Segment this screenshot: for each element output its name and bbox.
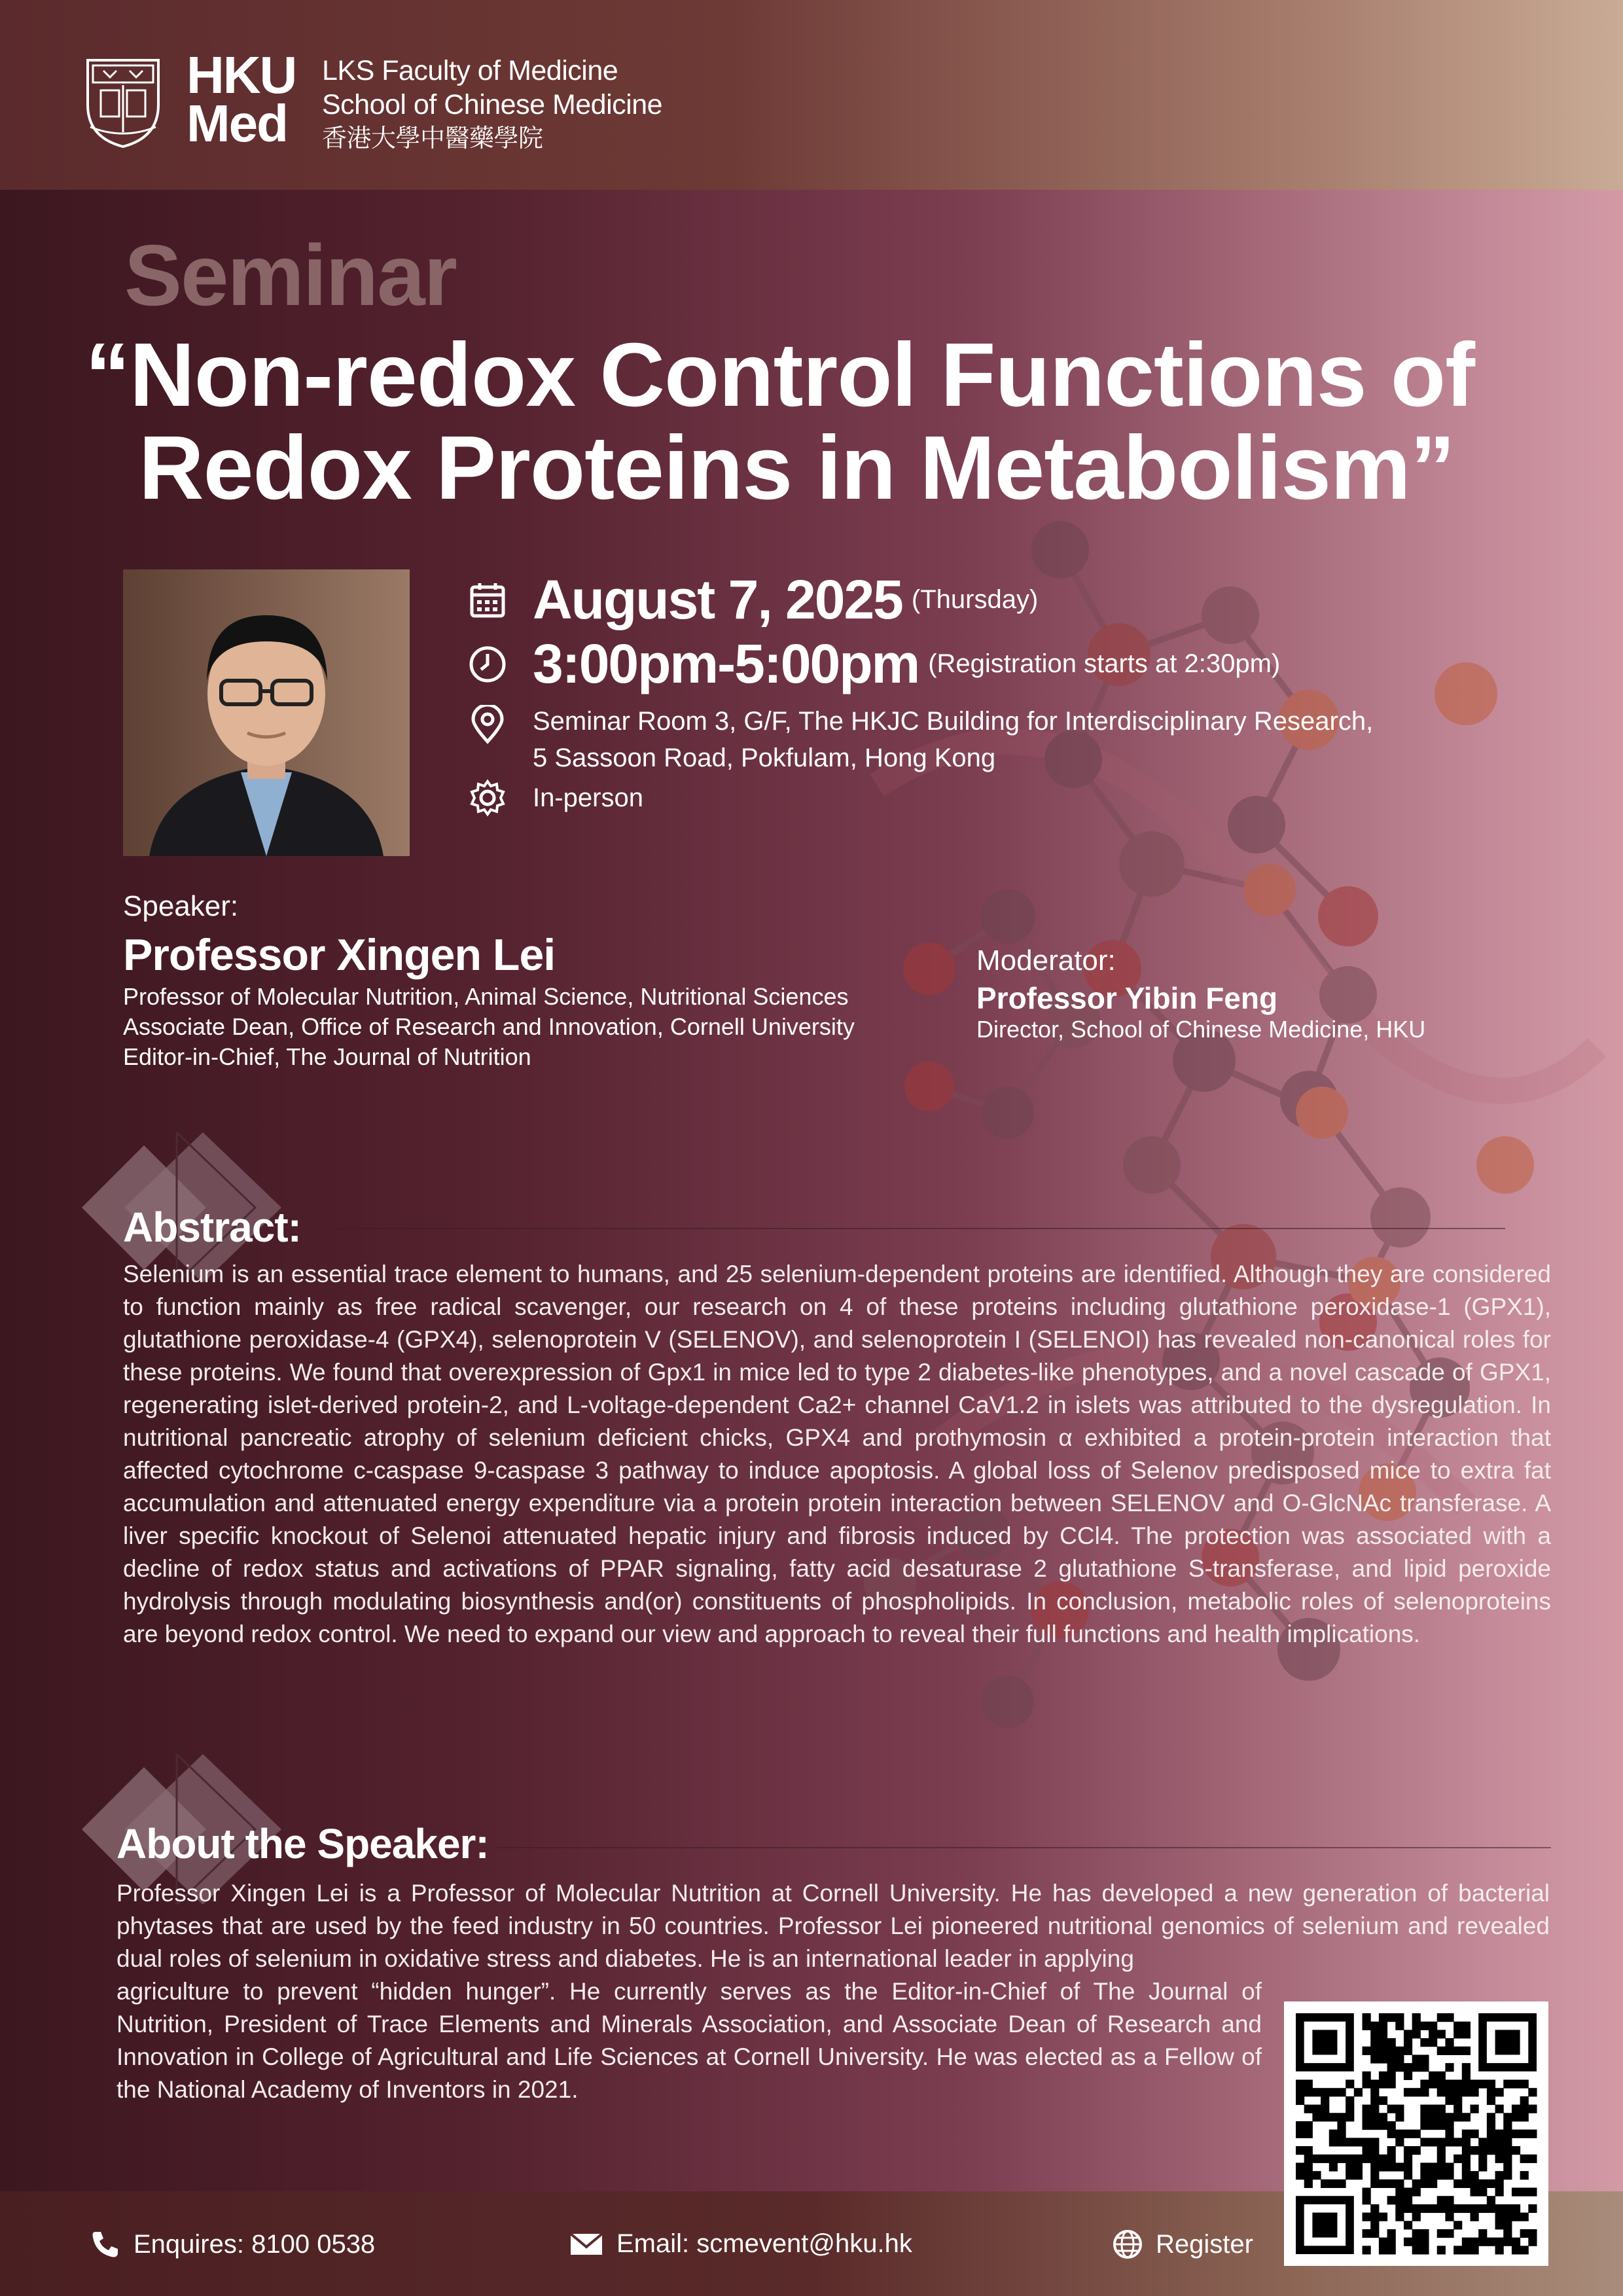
enquiries-text: Enquires: 8100 0538 (134, 2229, 376, 2259)
event-date: August 7, 2025 (533, 569, 902, 630)
location-pin-icon (468, 705, 507, 744)
phone-icon (90, 2229, 120, 2259)
register-text[interactable]: Register (1156, 2229, 1253, 2259)
speaker-photo (123, 569, 410, 856)
speaker-title-2: Associate Dean, Office of Research and Innovation, Cornell University (123, 1013, 855, 1040)
globe-icon (1113, 2229, 1143, 2259)
registration-note: (Registration starts at 2:30pm) (928, 649, 1281, 678)
speaker-label: Speaker: (123, 890, 239, 922)
title-line-1: “Non-redox Control Functions of (85, 325, 1475, 425)
abstract-divider (334, 1228, 1505, 1229)
speaker-title-1: Professor of Molecular Nutrition, Animal Science, Nutritional Sciences (123, 983, 849, 1010)
header-band (0, 0, 1623, 190)
title-line-2: Redox Proteins in Metabolism” (139, 418, 1455, 518)
about-text-full: Professor Xingen Lei is a Professor of Molecular Nutrition at Cornell University. He has developed a new generation of bacterial phytases that are used by the feed industry in 50 countries. Professor Lei pioneered nutritional genomics of selenium and revealed dual roles of selenium in oxidative stress and diabetes. He is an international leader in applying (116, 1880, 1550, 1972)
calendar-icon (468, 581, 507, 620)
about-text-narrow: agriculture to prevent “hidden hunger”. He currently serves as the Editor-in-Chief of The Journal of Nutrition, President of Trace Elements and Minerals Association, and Associate Dean of Research and Innovation in College of Agricultural and Life Sciences at Cornell University. He was elected as a Fellow of the National Academy of Inventors in 2021. (116, 1978, 1262, 2103)
speaker-title-3: Editor-in-Chief, The Journal of Nutrition (123, 1043, 531, 1070)
email-item[interactable] (569, 2229, 912, 2259)
speaker-titles (123, 982, 855, 1072)
event-mode-row (466, 776, 643, 819)
moderator-label: Moderator: (976, 944, 1116, 977)
abstract-text: Selenium is an essential trace element to humans, and 25 selenium-dependent proteins are identified. Although they are considered to function mainly as free radical scavenger, our research on 4 of these proteins including glutathione peroxidase-1 (GPX1), glutathione peroxidase-4 (GPX4), selenoprotein V (SELENOV), and selenoprotein I (SELENOI) has revealed non-canonical roles for these proteins. We found that overexpression of Gpx1 in mice led to type 2 diabetes-like phenotypes, and a novel cascade of GPX1, regenerating islet-derived protein-2, and L-voltage-dependent Ca2+ channel CaV1.2 in islets was attributed to the dysregulation. In nutritional pancreatic atrophy of selenium deficient chicks, GPX4 and prothymosin α exhibited a protein-protein interaction that affected cytochrome c-caspase 9-caspase 3 pathway to induce apoptosis. A global loss of Selenov predisposed mice to extra fat accumulation and attenuated energy expenditure via a protein protein interaction between SELENOV and O-GlcNAc transferase. A liver specific knockout of Selenoi attenuated hepatic injury and fibrosis induced by CCl4. The protection was associated with a decline of redox status and activations of PPAR signaling, fatty acid desaturase 2 glutathione S-transferase, and lipid peroxide hydrolysis through modulating biosynthesis and(or) constituents of phospholipids. In conclusion, metabolic roles of selenoproteins are beyond redox control. We need to expand our view and approach to reveal their full functions and health implications. (123, 1261, 1551, 1647)
event-day: (Thursday) (911, 585, 1039, 614)
hku-med-logo: HKU Med (187, 46, 296, 152)
event-date-row (466, 568, 1038, 632)
event-time-row (466, 632, 1280, 696)
university-crest-icon (84, 54, 162, 149)
location-line-2: 5 Sassoon Road, Pokfulam, Hong Kong (533, 744, 996, 772)
about-divider (497, 1847, 1551, 1848)
event-time: 3:00pm-5:00pm (533, 633, 919, 694)
moderator-name: Professor Yibin Feng (976, 981, 1278, 1015)
mail-icon (569, 2231, 603, 2257)
school-name: School of Chinese Medicine (322, 89, 663, 120)
faculty-name-block (322, 54, 662, 156)
qr-code[interactable] (1284, 2001, 1548, 2266)
faculty-name: LKS Faculty of Medicine (322, 55, 618, 86)
abstract-heading: Abstract: (123, 1204, 301, 1251)
moderator-title: Director, School of Chinese Medicine, HKU (976, 1016, 1426, 1043)
clock-icon (468, 645, 507, 684)
gear-icon (468, 778, 507, 817)
event-mode: In-person (533, 783, 643, 812)
email-text[interactable]: Email: scmevent@hku.hk (616, 2229, 912, 2258)
register-item[interactable] (1113, 2229, 1253, 2259)
event-location-row (466, 703, 1373, 776)
seminar-title (85, 325, 1525, 518)
school-name-chinese: 香港大學中醫藥學院 (322, 125, 543, 152)
location-line-1: Seminar Room 3, G/F, The HKJC Building for Interdisciplinary Research, (533, 707, 1374, 736)
about-heading: About the Speaker: (116, 1820, 489, 1867)
speaker-name: Professor Xingen Lei (123, 930, 556, 980)
seminar-label: Seminar (124, 227, 456, 323)
enquiries-item (90, 2229, 375, 2259)
